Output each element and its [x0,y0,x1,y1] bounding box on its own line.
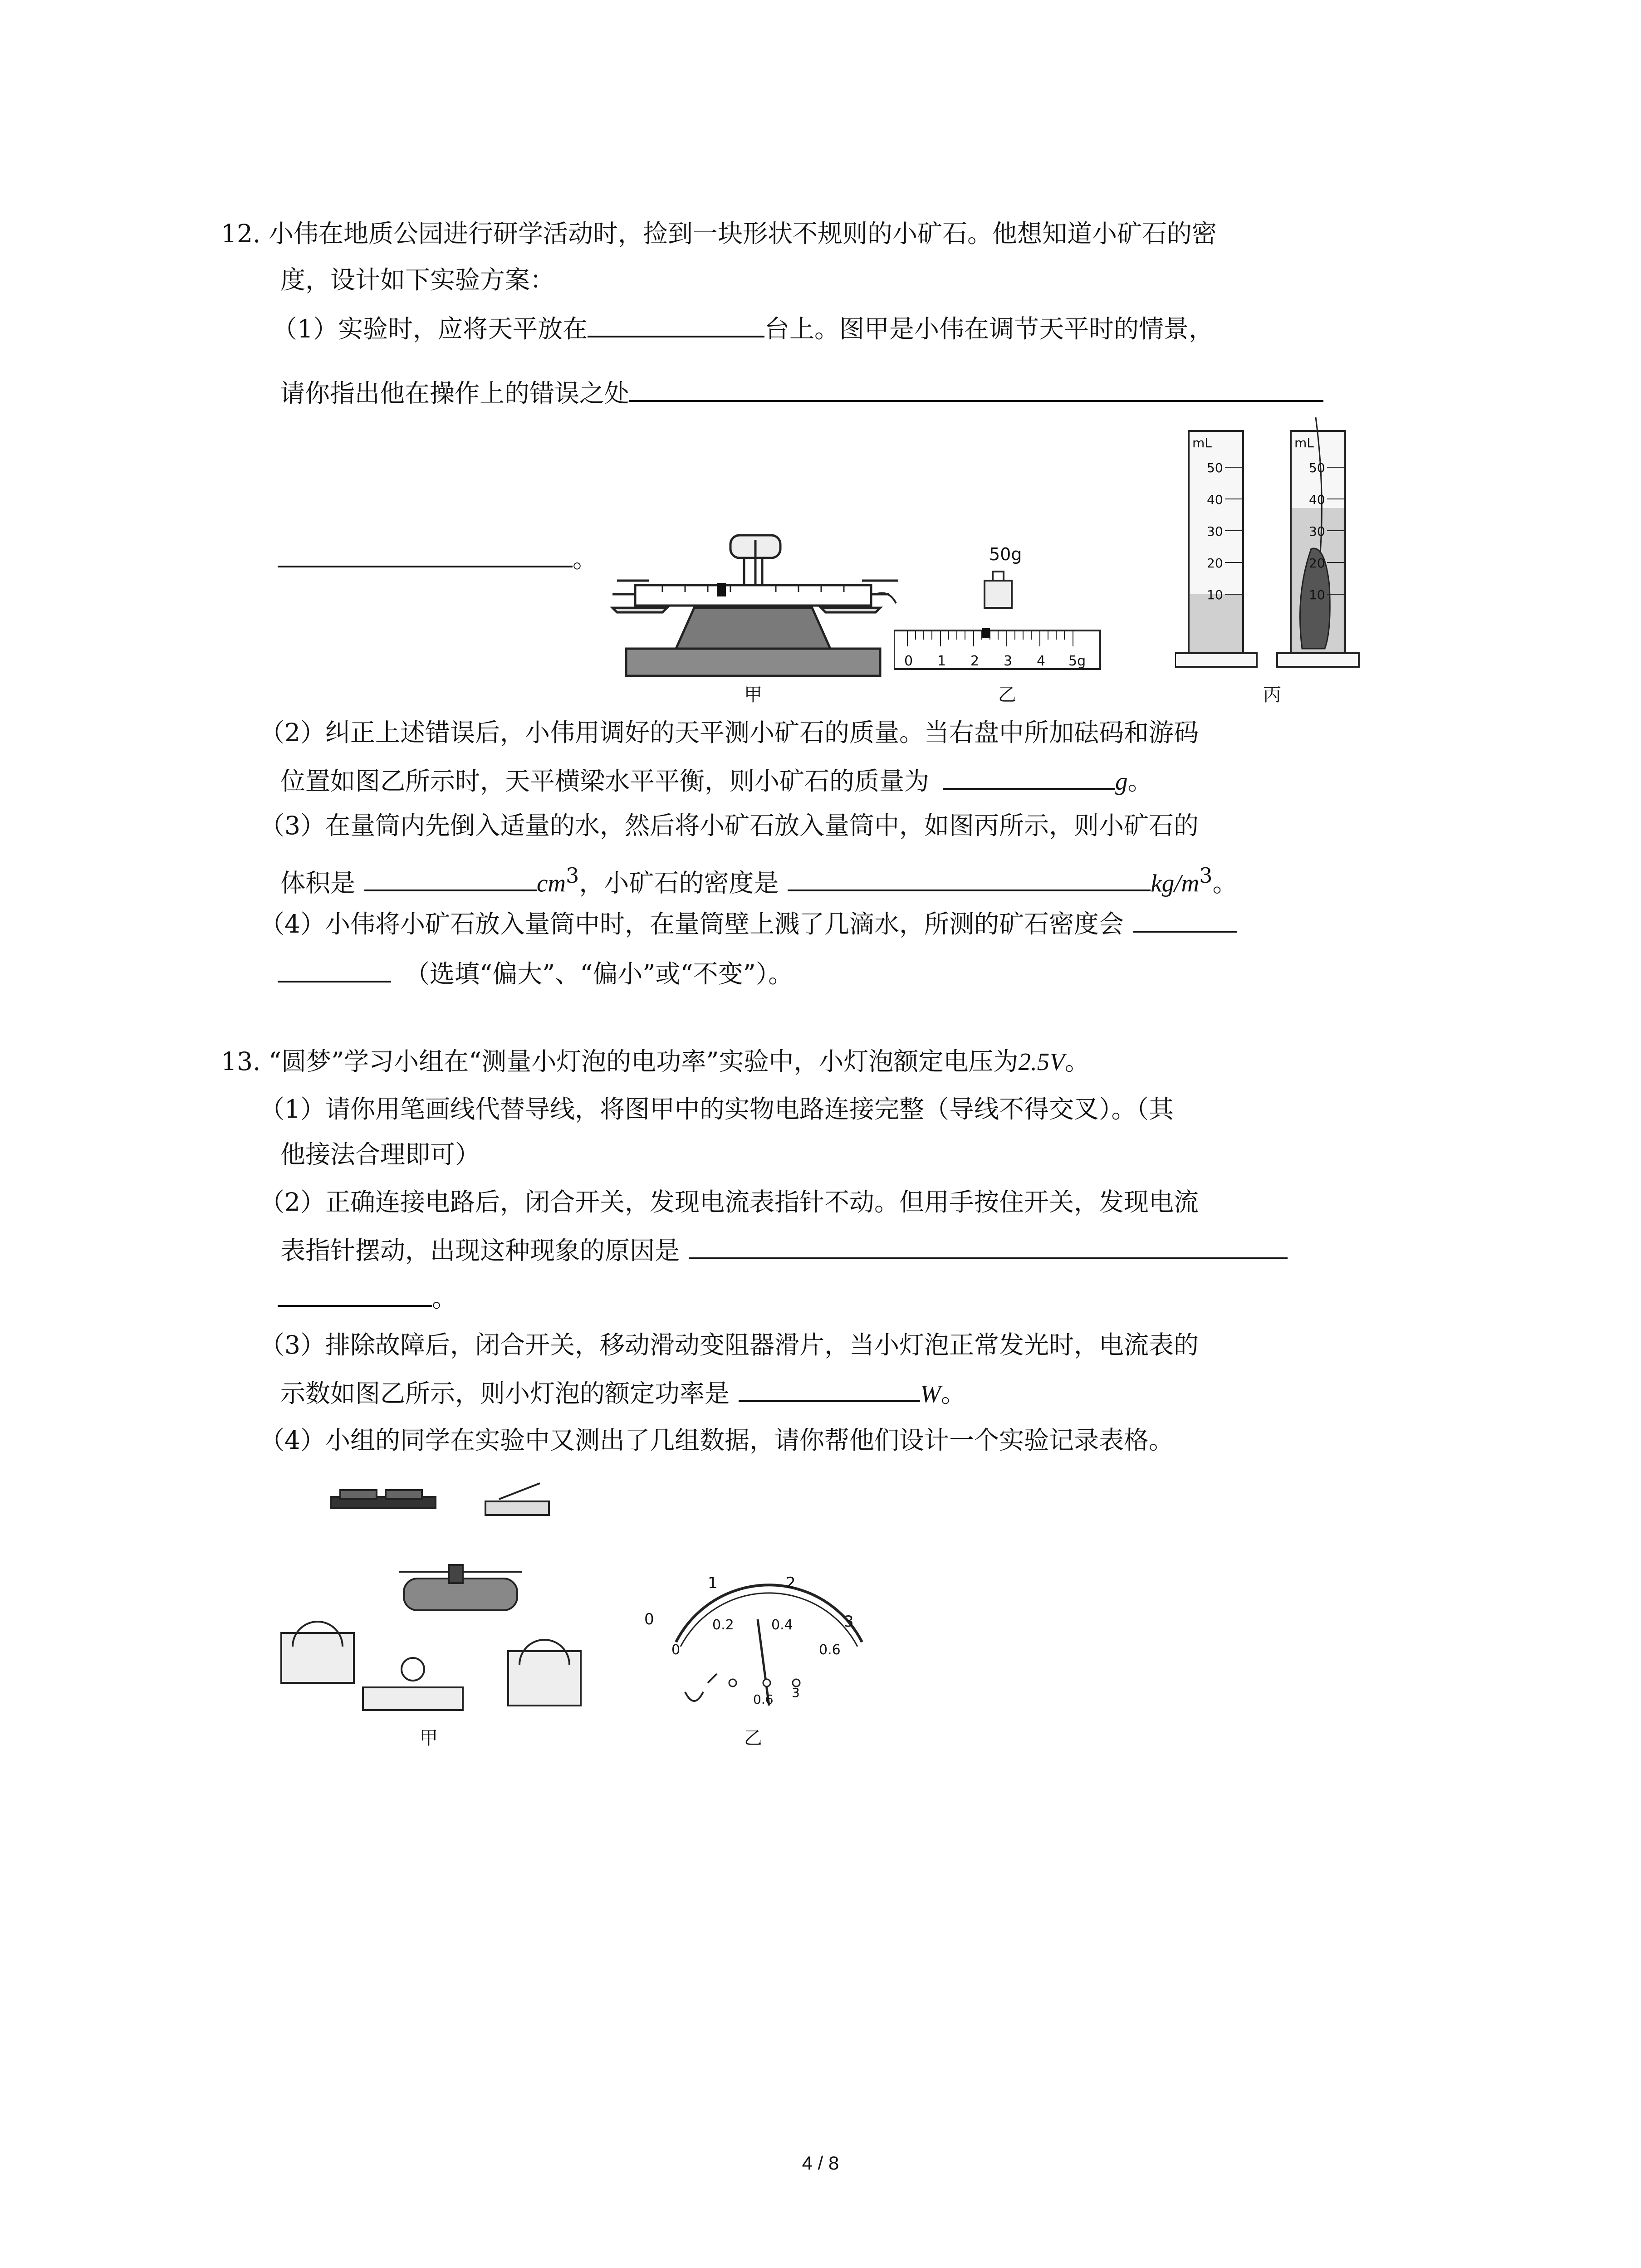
q13-part-3-line-2 [280,1377,966,1410]
q12-volume-prompt: 体积是 [280,868,356,898]
cyl2-tick-20: 20 [1309,556,1325,571]
voltmeter-icon [508,1651,581,1706]
q13-intro: 13. “圆梦”学习小组在“测量小灯泡的电功率”实验中，小灯泡额定电压为 [221,1047,1019,1076]
q12-part-3: （3）在量筒内先倒入适量的水，然后将小矿石放入量筒中，如图丙所示，则小矿石的 [260,811,1199,840]
q13-period-3: 。 [941,1379,966,1408]
cyl1-tick-30: 30 [1207,524,1223,539]
fig-yi-label: 乙 [998,684,1016,705]
q12-line-2: 度，设计如下实验方案： [280,265,555,294]
unit-w: W [920,1380,941,1408]
meter-top-1: 1 [708,1574,718,1592]
fig-jia-label: 甲 [744,684,762,705]
q13-period-2: 。 [432,1284,457,1313]
q12-part-2: （2）纠正上述错误后，小伟用调好的天平测小矿石的质量。当右盘中所加砝码和游码 [260,718,1199,747]
q12-period-2: 。 [1127,767,1153,796]
ruler-tick-1: 1 [937,653,946,669]
answer-blank-volume[interactable] [364,866,537,891]
ruler-tick-0: 0 [904,653,913,669]
balance-figure [608,526,898,689]
unit-g: g [1115,767,1128,795]
answer-blank-power[interactable] [739,1377,920,1402]
unit-kg-m-exp: 3 [1199,863,1213,888]
answer-blank-mass[interactable] [943,764,1115,790]
q13-reason-prompt: 表指针摆动，出现这种现象的原因是 [280,1236,680,1265]
q13-part-2-line-3 [278,1281,457,1314]
q13-part-1: （1）请你用笔画线代替导线，将图甲中的实物电路连接完整（导线不得交叉）。（其 [260,1095,1174,1124]
q13-line-1 [221,1046,1090,1078]
q12-part-1-line-3 [278,542,598,575]
q12-period: 。 [573,544,598,573]
cyl1-tick-20: 20 [1207,556,1223,571]
q13-power-prompt: 示数如图乙所示，则小灯泡的额定功率是 [280,1379,730,1408]
answer-blank-error-cont[interactable] [278,542,573,567]
q12-line-1: 12. 小伟在地质公园进行研学活动时，捡到一块形状不规则的小矿石。他想知道小矿石的密 [221,219,1217,248]
q12-part-4 [260,907,1237,940]
q13-part-1-line-2: 他接法合理即可） [280,1140,480,1169]
rider-marker [717,583,726,596]
unit-cm: cm [537,869,566,897]
cyl2-tick-40: 40 [1309,492,1325,507]
q12-part-2-line-2 [280,764,1153,797]
fig13-yi-label: 乙 [744,1728,762,1749]
q13-part-2: （2）正确连接电路后，闭合开关，发现电流表指针不动。但用手按住开关，发现电流 [260,1188,1199,1217]
unit-kg-m: kg/m [1151,869,1200,897]
q12-part4-text: （4）小伟将小矿石放入量筒中时，在量筒壁上溅了几滴水，所测的矿石密度会 [260,909,1124,938]
cyl1-tick-50: 50 [1207,460,1223,475]
meter-bottom-3: 0.6 [819,1642,841,1658]
q12-part-4-line-2 [278,957,793,990]
answer-blank-effect[interactable] [1133,907,1237,933]
answer-blank-error[interactable] [629,376,1323,402]
rated-voltage: 2.5V [1018,1048,1065,1075]
cyl2-tick-10: 10 [1309,587,1325,602]
q12-options: （选填“偏大”、“偏小”或“不变”）。 [405,959,794,988]
meter-terminal-3: 3 [792,1685,800,1700]
ammeter-icon [281,1633,354,1683]
weight-label: 50g [989,544,1022,564]
q12-part-3-line-2 [280,860,1237,899]
q12-period-3: 。 [1212,868,1238,898]
meter-terminal-06: 0.6 [753,1692,774,1707]
fig13-jia-label: 甲 [420,1728,438,1749]
answer-blank-platform[interactable] [588,312,764,337]
fig-bing-label: 丙 [1263,684,1281,705]
cyl1-tick-10: 10 [1207,587,1223,602]
meter-top-2: 2 [786,1574,796,1592]
unit-cm-exp: 3 [566,863,579,888]
answer-blank-reason-cont[interactable] [278,1281,432,1307]
q12-part-1 [272,312,1214,345]
q13-part-4: （4）小组的同学在实验中又测出了几组数据，请你帮他们设计一个实验记录表格。 [260,1426,1174,1455]
page-number: 4 / 8 [802,2152,839,2174]
q12-part-1-line-2 [280,376,1323,409]
q12-error-prompt: 请你指出他在操作上的错误之处 [280,379,630,408]
meter-bottom-1: 0.2 [712,1617,734,1633]
answer-blank-reason[interactable] [689,1234,1288,1259]
cyl2-tick-50: 50 [1309,460,1325,475]
cyl1-tick-40: 40 [1207,492,1223,507]
q12-part1-text-b: 台上。图甲是小伟在调节天平时的情景， [764,314,1214,343]
cyl2-tick-30: 30 [1309,524,1325,539]
q12-mass-prompt: 位置如图乙所示时，天平横梁水平平衡，则小矿石的质量为 [280,767,930,796]
q13-part-2-line-2 [280,1234,1288,1266]
cyl2-unit: mL [1294,435,1314,450]
ruler-tick-2: 2 [970,653,980,669]
meter-top-3: 3 [844,1613,854,1631]
cyl1-unit: mL [1192,435,1212,450]
meter-bottom-2: 0.4 [771,1617,793,1633]
ruler-tick-4: 4 [1037,653,1046,669]
answer-blank-effect-cont[interactable] [278,957,391,982]
q12-density-prompt: ，小矿石的密度是 [579,868,779,898]
meter-bottom-0: 0 [671,1642,681,1658]
q12-part1-text-a: （1）实验时，应将天平放在 [272,314,588,343]
answer-blank-density[interactable] [788,866,1151,891]
meter-top-0: 0 [644,1610,654,1628]
ruler-tick-3: 3 [1004,653,1013,669]
switch-icon [485,1501,549,1515]
circuit-components-figure [272,1474,617,1728]
q13-period-1: 。 [1064,1047,1090,1076]
ruler-tick-5: 5g [1068,653,1086,669]
ruler-rider [982,628,990,638]
q13-part-3: （3）排除故障后，闭合开关，移动滑动变阻器滑片，当小灯泡正常发光时，电流表的 [260,1330,1199,1359]
lamp-icon [363,1687,463,1710]
